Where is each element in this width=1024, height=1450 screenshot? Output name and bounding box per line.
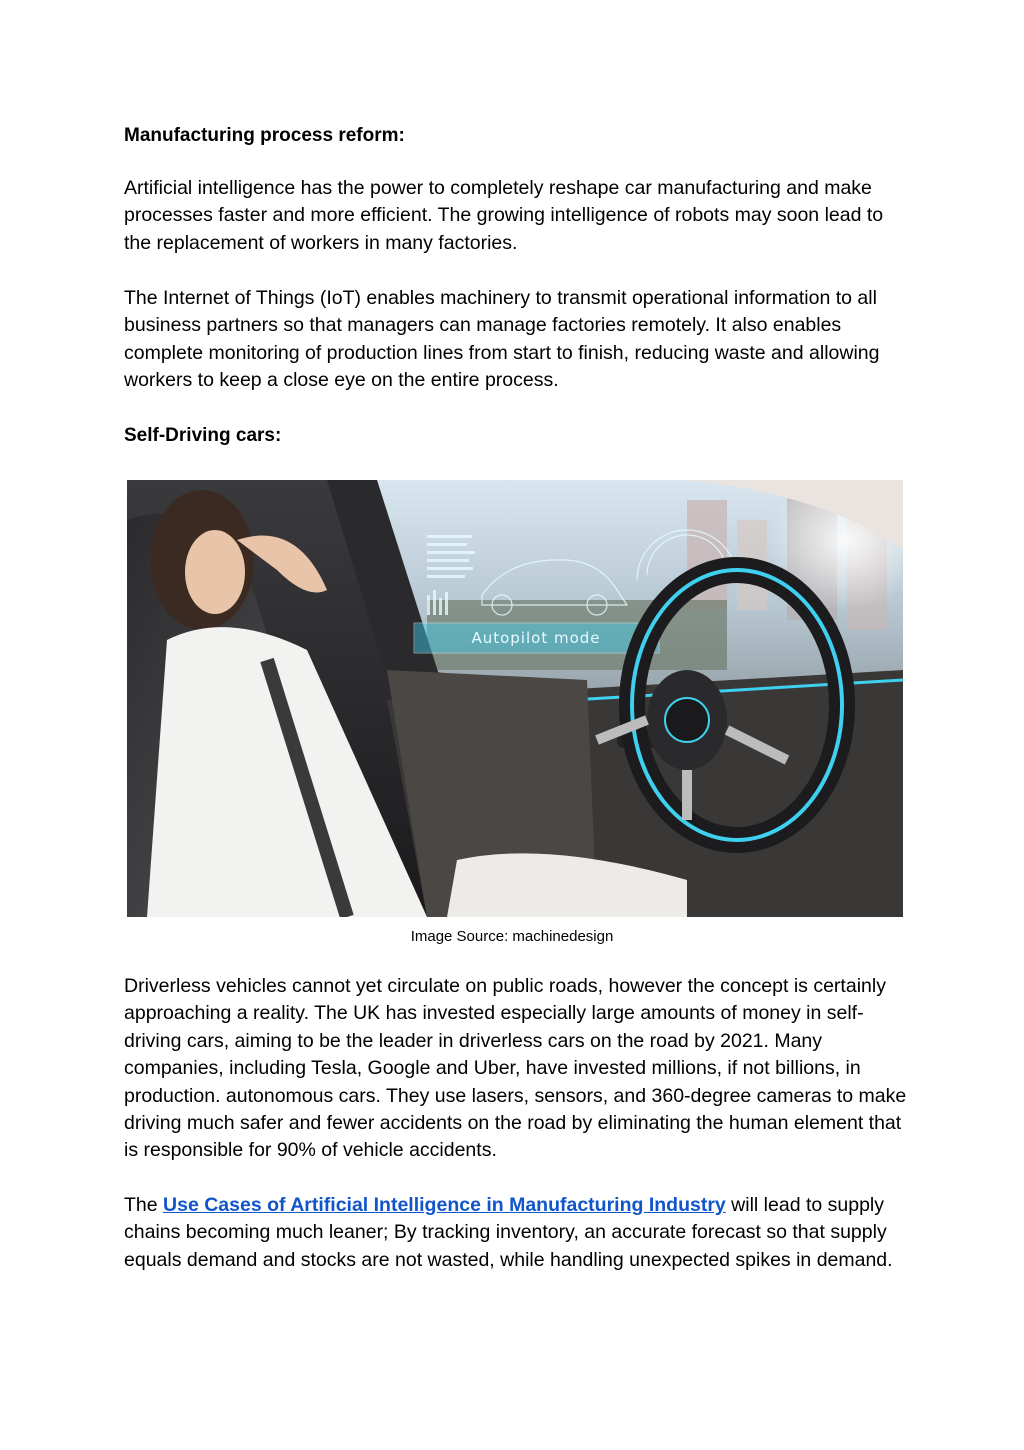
paragraph-ai-manufacturing: Artificial intelligence has the power to completely reshape car manufacturing and make processes faster and more efficient. The growing intelligence of robots may soon lead to the replacement of workers in many factories. — [124, 177, 884, 254]
section-heading-manufacturing: Manufacturing process reform: — [124, 125, 405, 146]
image-caption: Image Source: machinedesign — [410, 928, 614, 945]
paragraph-driverless-vehicles: Driverless vehicles cannot yet circulate on public roads, however the concept is certainly approaching a reality. The UK has invested especially large amounts of money in self-driving cars, aiming to be the leader in driverless cars on the road by 2021. Many companies, including Tesla, Google and Uber, have invested millions, if not billions, in production. autonomous cars. They use lasers, sensors, and 360-degree cameras to make driving much safer and fewer accidents on the road by eliminating the human element that is responsible for 90% of vehicle accidents. — [124, 975, 907, 1162]
self-driving-car-image — [127, 480, 903, 917]
paragraph-text-prefix: The — [124, 1194, 164, 1216]
section-heading-self-driving: Self-Driving cars: — [124, 425, 282, 446]
use-cases-ai-manufacturing-link[interactable]: Use Cases of Artificial Intelligence in Manufacturing Industry — [163, 1194, 726, 1216]
paragraph-iot: The Internet of Things (IoT) enables machinery to transmit operational information to all business partners so that managers can manage factories remotely. It also enables complete monitoring of production lines from start to finish, reducing waste and allowing workers to keep a close eye on the entire process. — [124, 287, 880, 392]
paragraph-supply-chains — [124, 1192, 914, 1274]
hud-autopilot-label: Autopilot mode — [471, 629, 601, 647]
paragraph-text-suffix: will lead to supply chains becoming much leaner; By tracking inventory, an accurate forecast so that supply equals demand and stocks are not wasted, while handling unexpected spikes in demand. — [124, 1194, 893, 1271]
